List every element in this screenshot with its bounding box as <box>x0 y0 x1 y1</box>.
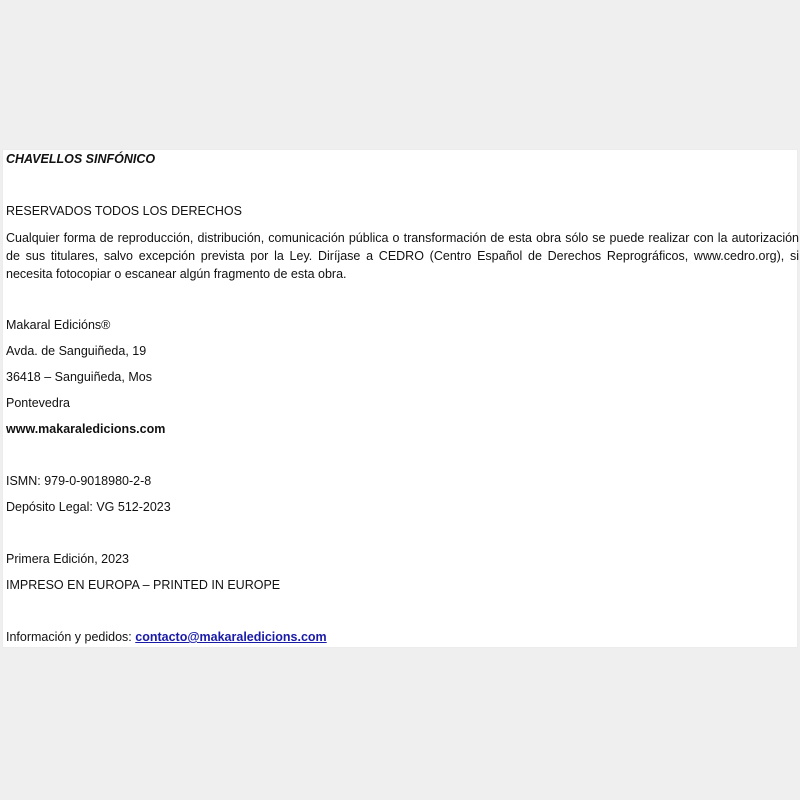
edition-info: Primera Edición, 2023 <box>6 552 129 566</box>
contact-email-link[interactable]: contacto@makaraledicions.com <box>135 630 327 644</box>
publisher-street: Avda. de Sanguiñeda, 19 <box>6 344 147 358</box>
printed-in: IMPRESO EN EUROPA – PRINTED IN EUROPE <box>6 578 281 592</box>
rights-heading: RESERVADOS TODOS LOS DERECHOS <box>6 204 242 218</box>
publisher-postal-city: 36418 – Sanguiñeda, Mos <box>6 370 152 384</box>
publisher-name: Makaral Edicións® <box>6 318 111 332</box>
publisher-province: Pontevedra <box>6 396 70 410</box>
contact-line <box>6 628 327 647</box>
contact-label: Información y pedidos: <box>6 630 136 644</box>
publisher-website[interactable]: www.makaraledicions.com <box>6 422 166 436</box>
legal-deposit: Depósito Legal: VG 512-2023 <box>6 500 171 514</box>
book-title: CHAVELLOS SINFÓNICO <box>6 152 156 166</box>
ismn-code: ISMN: 979-0-9018980-2-8 <box>6 474 152 488</box>
document-page <box>3 150 797 647</box>
rights-paragraph: Cualquier forma de reproducción, distribución, comunicación pública o transformación de esta obra sólo se puede realizar con la autorización de sus titulares, salvo excepción prevista por la Ley. Diríjase a CEDRO (Centro Español de Derechos Reprográficos, www.cedro.org), si necesita fotocopiar o escanear algún fragmento de esta obra. <box>6 231 799 281</box>
